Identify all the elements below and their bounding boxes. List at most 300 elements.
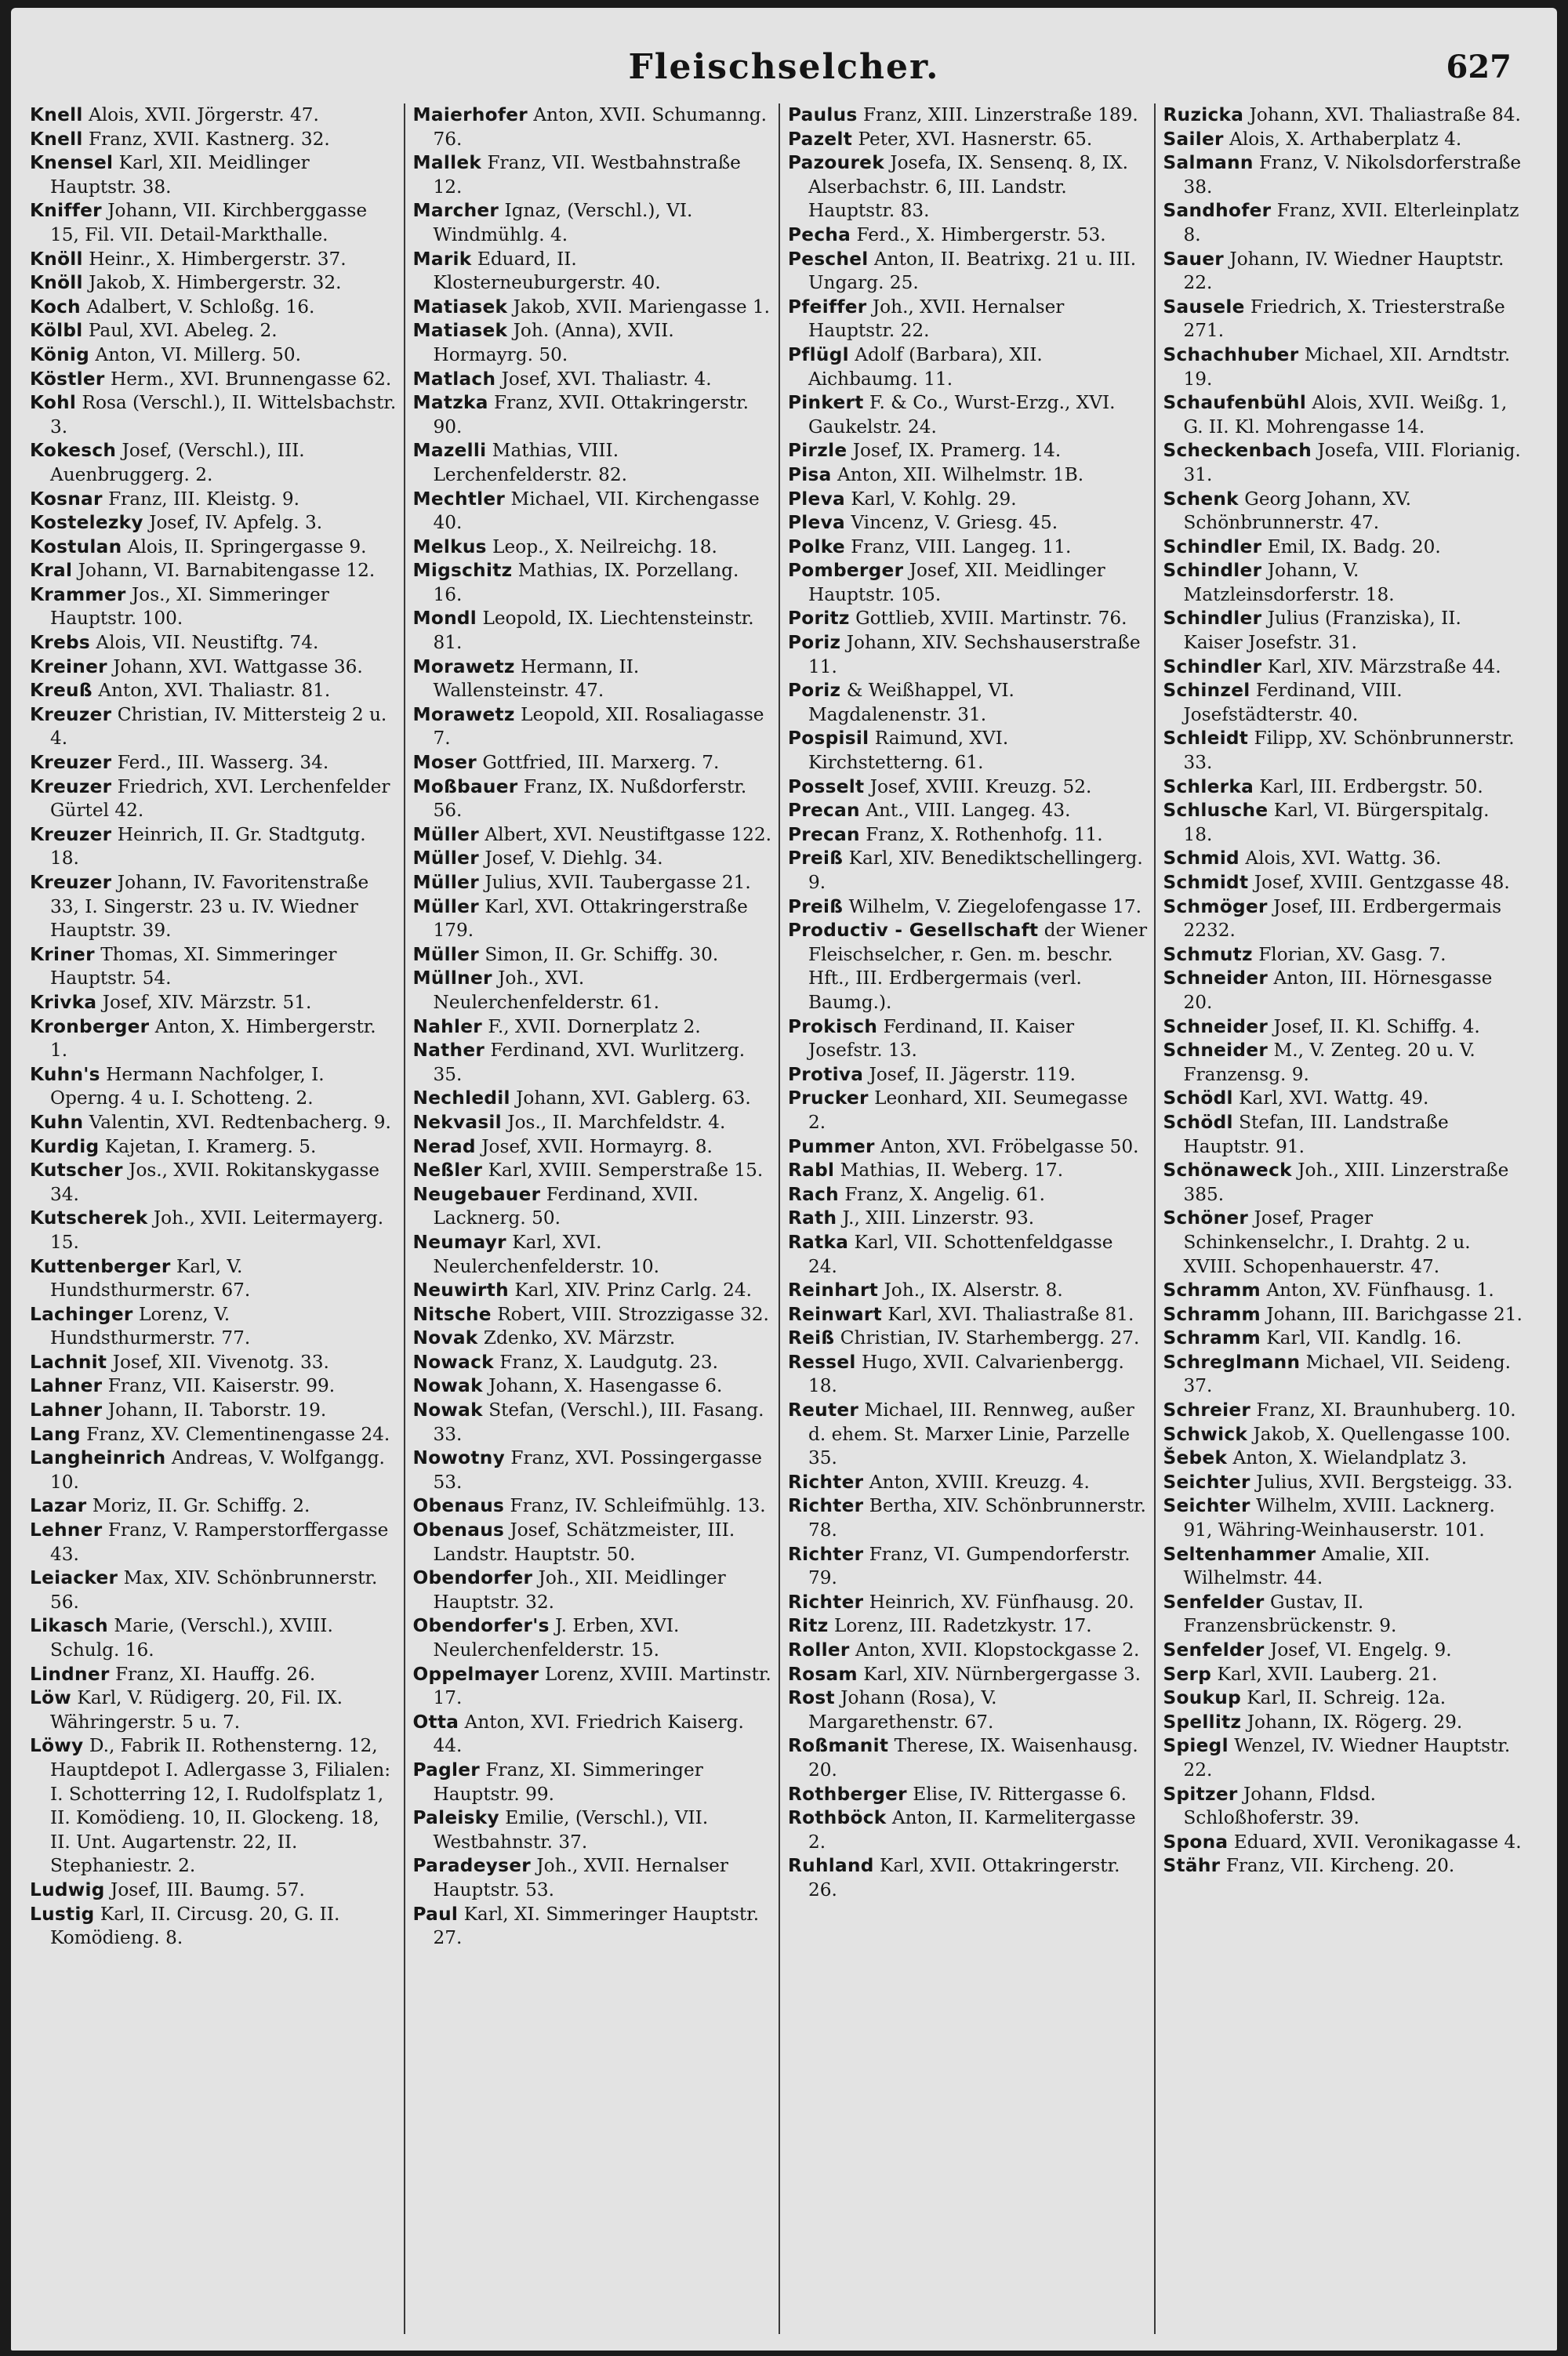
directory-entry [1163, 1734, 1523, 1782]
entry-details: Wilhelm, V. Ziegelofengasse 17. [848, 895, 1142, 917]
directory-entry [1163, 559, 1523, 607]
entry-surname: Serp [1163, 1663, 1212, 1685]
entry-surname: Spitzer [1163, 1783, 1238, 1805]
entry-surname: Paleisky [412, 1807, 499, 1829]
entry-surname: Seichter [1163, 1471, 1250, 1493]
directory-entry [1163, 1783, 1523, 1831]
entry-surname: Neßler [412, 1160, 483, 1182]
directory-entry [1163, 1111, 1523, 1159]
entry-details: Mathias, VIII. Lerchenfelderstr. 82. [433, 440, 628, 485]
entry-details: Simon, II. Gr. Schiffg. 30. [485, 943, 719, 965]
entry-details: Rosa (Verschl.), II. Wittelsbachstr. 3. [50, 392, 397, 437]
entry-surname: Kreuß [30, 680, 93, 702]
entry-details: Heinrich, II. Gr. Stadtgutg. 18. [50, 823, 366, 869]
entry-details: Christian, IV. Mittersteig 2 u. 4. [50, 703, 387, 750]
entry-details: Lorenz, V. Hundsthurmerstr. 77. [50, 1303, 251, 1349]
running-title: Fleischselcher. [628, 47, 940, 87]
entry-details: Vincenz, V. Griesg. 45. [851, 512, 1058, 534]
directory-entry [1163, 895, 1523, 943]
entry-details: Karl, XVII. Ottakringerstr. 26. [808, 1855, 1120, 1900]
entry-surname: Schramm [1163, 1280, 1261, 1301]
directory-entry [30, 151, 397, 199]
entry-details: Franz, VII. Kaiserstr. 99. [107, 1375, 336, 1397]
directory-entry [1163, 488, 1523, 535]
entry-surname: Richter [788, 1543, 864, 1565]
entry-details: Michael, XII. Arndtstr. 19. [1183, 343, 1511, 390]
directory-entry [1163, 1039, 1523, 1087]
entry-surname: Kreuzer [30, 703, 112, 725]
directory-entry [413, 319, 773, 367]
entry-details: Josef, V. Diehlg. 34. [485, 848, 663, 869]
entry-details: Robert, VIII. Strozzigasse 32. [497, 1303, 769, 1325]
entry-surname: Seltenhammer [1163, 1543, 1316, 1565]
directory-entry [1163, 799, 1523, 847]
entry-details: Karl, II. Circusg. 20, G. II. Komödieng. 8. [50, 1903, 340, 1949]
entry-surname: Paradeyser [412, 1855, 532, 1877]
entry-details: Karl, XII. Meidlinger Hauptstr. 38. [50, 152, 310, 198]
directory-entry [413, 751, 773, 775]
entry-details: Jakob, XVII. Mariengasse 1. [513, 296, 771, 318]
entry-surname: Sauer [1163, 248, 1225, 270]
entry-surname: Sandhofer [1163, 200, 1272, 222]
entry-details: Franz, X. Angelig. 61. [844, 1183, 1046, 1205]
entry-details: Anton, XVIII. Kreuzg. 4. [869, 1471, 1090, 1493]
entry-surname: Kreuzer [30, 775, 112, 797]
entry-details: Josef, III. Baumg. 57. [111, 1879, 305, 1900]
entry-details: J., XIII. Linzerstr. 93. [842, 1207, 1035, 1229]
entry-details: Johann, VII. Kirchberggasse 15, Fil. VII. Detail-Markthalle. [50, 200, 368, 245]
directory-entry [1163, 1831, 1523, 1855]
entry-surname: Kutscherek [30, 1207, 148, 1229]
directory-entry [1163, 943, 1523, 967]
entry-details: Gottfried, III. Marxerg. 7. [482, 752, 720, 774]
directory-entry [413, 967, 773, 1015]
directory-entry [1163, 1207, 1523, 1279]
entry-surname: Matiasek [412, 296, 508, 318]
entry-details: Johann, IV. Favoritenstraße 33, I. Singerstr. 23 u. IV. Wiedner Hauptstr. 39. [50, 872, 369, 942]
entry-details: Karl, XVII. Lauberg. 21. [1217, 1663, 1438, 1685]
directory-entry [1163, 1494, 1523, 1542]
directory-entry [1163, 1471, 1523, 1495]
directory-entry [788, 151, 1148, 223]
directory-entry [30, 1063, 397, 1111]
directory-entry [1163, 775, 1523, 800]
entry-surname: Koch [30, 296, 81, 318]
entry-details: Anton, II. Beatrixg. 21 u. III. Ungarg. 25. [808, 248, 1137, 294]
entry-details: Josef, IV. Apfelg. 3. [149, 512, 323, 534]
directory-entry [1163, 151, 1523, 199]
entry-surname: Posselt [788, 775, 865, 797]
directory-entry [413, 1399, 773, 1447]
entry-surname: Otta [412, 1711, 459, 1733]
directory-entry [788, 296, 1148, 343]
entry-surname: Protiva [788, 1063, 864, 1085]
directory-entry [413, 1279, 773, 1303]
entry-details: Leopold, XII. Rosaliagasse 7. [433, 703, 764, 750]
entry-details: Ferdinand, VIII. Josefstädterstr. 40. [1183, 680, 1403, 725]
entry-surname: Lang [30, 1423, 81, 1445]
entry-details: Jakob, X. Himbergerstr. 32. [89, 272, 342, 294]
directory-entry [30, 1663, 397, 1687]
entry-details: Karl, VI. Bürgerspitalg. 18. [1183, 800, 1490, 845]
entry-details: Johann, II. Taborstr. 19. [107, 1399, 327, 1421]
entry-details: Joh., XIII. Linzerstraße 385. [1183, 1160, 1509, 1205]
directory-entry [413, 103, 773, 151]
entry-details: Karl, V. Rüdigerg. 20, Fil. IX. Währingerstr. 5 u. 7. [50, 1687, 343, 1733]
entry-surname: Kosnar [30, 488, 103, 510]
entry-surname: Neumayr [412, 1231, 506, 1253]
entry-surname: Kreuzer [30, 872, 112, 893]
entry-details: Johann, III. Barichgasse 21. [1266, 1303, 1523, 1325]
entry-details: Josef, XII. Meidlinger Hauptstr. 105. [808, 560, 1105, 605]
entry-details: Franz, V. Nikolsdorferstraße 38. [1183, 152, 1522, 198]
entry-details: Josef, IX. Pramerg. 14. [852, 440, 1062, 462]
entry-surname: Ludwig [30, 1879, 105, 1900]
entry-details: Peter, XVI. Hasnerstr. 65. [858, 128, 1093, 150]
entry-details: Wenzel, IV. Wiedner Hauptstr. 22. [1183, 1735, 1511, 1781]
entry-details: Leonhard, XII. Seumegasse 2. [808, 1087, 1128, 1133]
entry-surname: Schlusche [1163, 800, 1269, 822]
page-number: 627 [1446, 49, 1512, 85]
entry-surname: Nather [412, 1040, 485, 1062]
entry-surname: Precan [788, 823, 860, 845]
directory-entry [30, 943, 397, 991]
entry-details: Franz, IV. Schleifmühlg. 13. [510, 1495, 766, 1517]
directory-entry [413, 1183, 773, 1231]
entry-details: Herm., XVI. Brunnengasse 62. [110, 368, 392, 390]
entry-details: Franz, X. Laudgutg. 23. [499, 1351, 718, 1373]
entry-details: Franz, XVII. Kastnerg. 32. [88, 128, 330, 150]
entry-surname: Nechledil [412, 1087, 510, 1109]
directory-entry [1163, 535, 1523, 560]
entry-surname: Paul [412, 1903, 459, 1925]
entry-surname: Kokesch [30, 440, 117, 462]
directory-entry [30, 1374, 397, 1399]
directory-entry [788, 679, 1148, 727]
entry-surname: Prokisch [788, 1015, 878, 1037]
directory-entry [788, 1614, 1148, 1639]
entry-surname: Spona [1163, 1831, 1229, 1853]
entry-surname: Senfelder [1163, 1639, 1265, 1661]
entry-surname: Senfelder [1163, 1591, 1265, 1613]
directory-entry [788, 439, 1148, 463]
directory-entry [30, 1519, 397, 1566]
entry-details: Jakob, X. Quellengasse 100. [1253, 1423, 1511, 1445]
directory-entry [788, 1327, 1148, 1351]
directory-entry [30, 1494, 397, 1519]
directory-entry [788, 1015, 1148, 1063]
directory-entry [788, 1686, 1148, 1734]
directory-entry [30, 343, 397, 368]
entry-surname: Nowak [412, 1375, 483, 1397]
entry-details: Anton, XVI. Friedrich Kaiserg. 44. [433, 1711, 744, 1757]
entry-details: Elise, IV. Rittergasse 6. [913, 1783, 1127, 1805]
entry-details: Julius (Franziska), II. Kaiser Josefstr. 31. [1183, 608, 1461, 654]
directory-entry [30, 991, 397, 1015]
directory-entry [30, 1423, 397, 1447]
entry-surname: Schödl [1163, 1087, 1233, 1109]
directory-entry [30, 1207, 397, 1254]
directory-entry [1163, 967, 1523, 1015]
directory-column [404, 103, 779, 2334]
directory-entry [1163, 1711, 1523, 1735]
directory-entry [1163, 1351, 1523, 1399]
entry-surname: Obenaus [412, 1495, 505, 1517]
directory-entry [1163, 296, 1523, 343]
entry-details: Anton, II. Karmelitergasse 2. [808, 1807, 1136, 1853]
directory-entry [30, 679, 397, 703]
directory-entry [30, 1015, 397, 1063]
directory-entry [788, 1063, 1148, 1087]
entry-surname: Mazelli [412, 440, 487, 462]
entry-surname: Richter [788, 1495, 864, 1517]
entry-details: der Wiener Fleischselcher, r. Gen. m. beschr. Hft., III. Erdbergermais (verl. Baumg.). [808, 920, 1148, 1013]
entry-details: Jos., XI. Simmeringer Hauptstr. 100. [50, 583, 329, 630]
directory-entry [1163, 727, 1523, 775]
directory-entry [30, 319, 397, 343]
entry-surname: Moßbauer [412, 775, 518, 797]
entry-details: Joh., XVII. Hernalser Hauptstr. 53. [433, 1855, 728, 1900]
directory-entry [1163, 343, 1523, 391]
entry-details: Amalie, XII. Wilhelmstr. 44. [1183, 1543, 1430, 1589]
entry-surname: Knell [30, 104, 83, 125]
entry-details: Joh. (Anna), XVII. Hormayrg. 50. [433, 320, 674, 365]
entry-surname: Schmutz [1163, 943, 1253, 965]
entry-details: Eduard, II. Klosterneuburgerstr. 40. [433, 248, 661, 294]
entry-surname: Reinhart [788, 1280, 879, 1301]
directory-entry [788, 1159, 1148, 1183]
entry-details: Adolf (Barbara), XII. Aichbaumg. 11. [808, 343, 1043, 390]
entry-surname: Knöll [30, 272, 83, 294]
directory-entry [788, 391, 1148, 439]
directory-entry [1163, 847, 1523, 871]
directory-entry [788, 1663, 1148, 1687]
entry-details: Ignaz, (Verschl.), VI. Windmühlg. 4. [433, 200, 693, 245]
entry-details: Josef, II. Jägerstr. 119. [869, 1063, 1076, 1085]
entry-surname: Pagler [412, 1759, 481, 1781]
entry-surname: Schindler [1163, 535, 1262, 557]
directory-entry [413, 607, 773, 655]
entry-details: Karl, XVI. Neulerchenfelderstr. 10. [433, 1231, 659, 1277]
directory-column [1154, 103, 1530, 2334]
entry-surname: Kriner [30, 943, 95, 965]
entry-surname: Nitsche [412, 1303, 492, 1325]
entry-details: Therese, IX. Waisenhausg. 20. [808, 1735, 1138, 1781]
directory-entry [413, 199, 773, 247]
directory-entry [788, 1351, 1148, 1399]
entry-surname: Schindler [1163, 608, 1262, 630]
directory-entry [30, 271, 397, 296]
entry-surname: Köstler [30, 368, 105, 390]
entry-surname: Scheckenbach [1163, 440, 1312, 462]
entry-surname: Pleva [788, 512, 845, 534]
directory-entry [1163, 1663, 1523, 1687]
entry-surname: Kurdig [30, 1135, 100, 1157]
entry-surname: Müller [412, 823, 479, 845]
directory-entry [413, 535, 773, 560]
entry-surname: Morawetz [412, 703, 515, 725]
directory-entry [788, 343, 1148, 391]
entry-surname: Ritz [788, 1615, 829, 1637]
entry-surname: Sailer [1163, 128, 1224, 150]
entry-details: Franz, XI. Braunhuberg. 10. [1256, 1399, 1516, 1421]
directory-entry [788, 1399, 1148, 1471]
entry-details: Karl, XVIII. Semperstraße 15. [488, 1160, 764, 1182]
directory-entry [30, 103, 397, 128]
directory-entry [413, 488, 773, 535]
directory-entry [30, 1903, 397, 1951]
directory-entry [788, 1854, 1148, 1902]
directory-entry [30, 128, 397, 152]
entry-details: Hermann, II. Wallensteinstr. 47. [433, 655, 640, 702]
directory-entry [413, 1447, 773, 1494]
entry-surname: Pisa [788, 463, 832, 485]
directory-entry [1163, 1447, 1523, 1471]
directory-entry [788, 895, 1148, 920]
entry-details: Ferdinand, XVII. Lacknerg. 50. [433, 1183, 699, 1229]
entry-surname: Kreuzer [30, 823, 112, 845]
directory-entry [1163, 1399, 1523, 1423]
entry-details: Franz, XVII. Ottakringerstr. 90. [433, 392, 749, 437]
entry-surname: Mondl [412, 608, 477, 630]
directory-entry [1163, 1327, 1523, 1351]
entry-details: Josefa, IX. Sensenq. 8, IX. Alserbachstr. 6, III. Landstr. Hauptstr. 83. [808, 152, 1128, 222]
entry-surname: Roller [788, 1639, 850, 1661]
entry-surname: Richter [788, 1471, 864, 1493]
entry-surname: Moser [412, 752, 477, 774]
entry-details: Karl, XVI. Thaliastraße 81. [887, 1303, 1134, 1325]
entry-surname: Kohl [30, 392, 77, 414]
entry-surname: Löw [30, 1687, 72, 1709]
entry-surname: Nowack [412, 1351, 494, 1373]
directory-entry [413, 1111, 773, 1135]
directory-entry [1163, 1015, 1523, 1040]
directory-entry [30, 1566, 397, 1614]
entry-details: Karl, XVI. Wattg. 49. [1239, 1087, 1429, 1109]
entry-details: Heinr., X. Himbergerstr. 37. [89, 248, 347, 270]
directory-entry [413, 1854, 773, 1902]
directory-entry [1163, 199, 1523, 247]
directory-entry [30, 559, 397, 583]
directory-entry [1163, 871, 1523, 895]
entry-details: Karl, XIV. Nürnbergergasse 3. [863, 1663, 1141, 1685]
entry-details: Josef, XVIII. Kreuzg. 52. [869, 775, 1092, 797]
entry-details: Franz, VII. Kircheng. 20. [1225, 1855, 1455, 1877]
entry-details: Josef, XVII. Hormayrg. 8. [481, 1135, 713, 1157]
entry-details: Georg Johann, XV. Schönbrunnerstr. 47. [1183, 488, 1411, 534]
entry-surname: Krivka [30, 991, 97, 1013]
directory-entry [30, 703, 397, 751]
entry-details: F. & Co., Wurst-Erzg., XVI. Gaukelstr. 24. [808, 392, 1116, 437]
entry-surname: Schachhuber [1163, 343, 1299, 365]
entry-surname: Poriz [788, 680, 841, 702]
directory-entry [788, 1135, 1148, 1160]
entry-details: Andreas, V. Wolfgangg. 10. [50, 1447, 385, 1493]
entry-surname: Schmid [1163, 848, 1240, 869]
entry-surname: Pazelt [788, 128, 853, 150]
directory-entry [413, 151, 773, 199]
entry-details: Raimund, XVI. Kirchstetterng. 61. [808, 728, 1009, 774]
entry-surname: Lehner [30, 1519, 103, 1541]
entry-surname: Schneider [1163, 1015, 1269, 1037]
entry-details: Christian, IV. Starhembergg. 27. [840, 1327, 1140, 1349]
directory-entry [413, 1159, 773, 1183]
entry-surname: Obendorfer [412, 1567, 533, 1589]
directory-entry [30, 1111, 397, 1135]
entry-surname: Lustig [30, 1903, 95, 1925]
entry-details: Karl, V. Kohlg. 29. [851, 488, 1017, 510]
entry-details: Leop., X. Neilreichg. 18. [492, 535, 717, 557]
entry-surname: Pospisil [788, 728, 869, 750]
directory-entry [788, 1543, 1148, 1591]
entry-surname: Mallek [412, 152, 482, 174]
entry-details: Alois, XVII. Jörgerstr. 47. [88, 104, 319, 125]
entry-details: Johann, V. Matzleinsdorferstr. 18. [1183, 560, 1395, 605]
entry-surname: Nerad [412, 1135, 476, 1157]
directory-entry [788, 799, 1148, 823]
entry-surname: Spellitz [1163, 1711, 1242, 1733]
entry-surname: Richter [788, 1591, 864, 1613]
entry-surname: Pleva [788, 488, 845, 510]
entry-details: Karl, III. Erdbergstr. 50. [1259, 775, 1483, 797]
directory-entry [30, 583, 397, 631]
directory-entry [788, 511, 1148, 535]
directory-entry [413, 1494, 773, 1519]
entry-surname: Preiß [788, 895, 844, 917]
directory-entry [413, 1015, 773, 1040]
directory-entry [413, 1231, 773, 1279]
directory-entry [1163, 1279, 1523, 1303]
directory-entry [1163, 1591, 1523, 1639]
entry-details: Franz, XIII. Linzerstraße 189. [862, 104, 1138, 125]
entry-details: Anton, XVII. Schumanng. 76. [433, 104, 767, 150]
page-header [11, 47, 1557, 94]
entry-details: Ferdinand, II. Kaiser Josefstr. 13. [808, 1015, 1075, 1062]
entry-details: Mathias, IX. Porzellang. 16. [433, 560, 739, 605]
directory-entry [788, 535, 1148, 560]
entry-surname: Preiß [788, 848, 844, 869]
directory-entry [413, 1327, 773, 1351]
directory-entry [413, 1806, 773, 1854]
entry-details: Josefa, VIII. Florianig. 31. [1183, 440, 1521, 485]
entry-surname: Schneider [1163, 1040, 1269, 1062]
entry-surname: Schramm [1163, 1303, 1261, 1325]
directory-entry [413, 1135, 773, 1160]
entry-details: Johann, Fldsd. Schloßhoferstr. 39. [1183, 1783, 1377, 1829]
entry-details: Franz, XVI. Possingergasse 53. [433, 1447, 763, 1493]
entry-details: Josef, II. Kl. Schiffg. 4. [1273, 1015, 1480, 1037]
entry-details: Johann, X. Hasengasse 6. [488, 1375, 723, 1397]
directory-entry [788, 607, 1148, 631]
entry-surname: Knensel [30, 152, 114, 174]
entry-details: Alois, XVII. Weißg. 1, G. II. Kl. Mohrengasse 14. [1183, 392, 1508, 437]
entry-surname: Peschel [788, 248, 869, 270]
directory-entry [30, 248, 397, 272]
entry-surname: Salmann [1163, 152, 1254, 174]
directory-entry [30, 439, 397, 487]
entry-surname: Kostulan [30, 535, 122, 557]
entry-surname: Oppelmayer [412, 1663, 539, 1685]
entry-surname: Leiacker [30, 1567, 118, 1589]
entry-surname: Pazourek [788, 152, 884, 174]
entry-surname: Schindler [1163, 560, 1262, 582]
entry-details: Karl, XIV. Märzstraße 44. [1267, 655, 1501, 677]
entry-details: Stefan, III. Landstraße Hauptstr. 91. [1183, 1111, 1449, 1157]
entry-details: Wilhelm, XVIII. Lacknerg. 91, Währing-Weinhauserstr. 101. [1183, 1495, 1495, 1541]
entry-surname: Pfeiffer [788, 296, 867, 318]
directory-columns [28, 103, 1529, 2334]
directory-entry [30, 488, 397, 512]
